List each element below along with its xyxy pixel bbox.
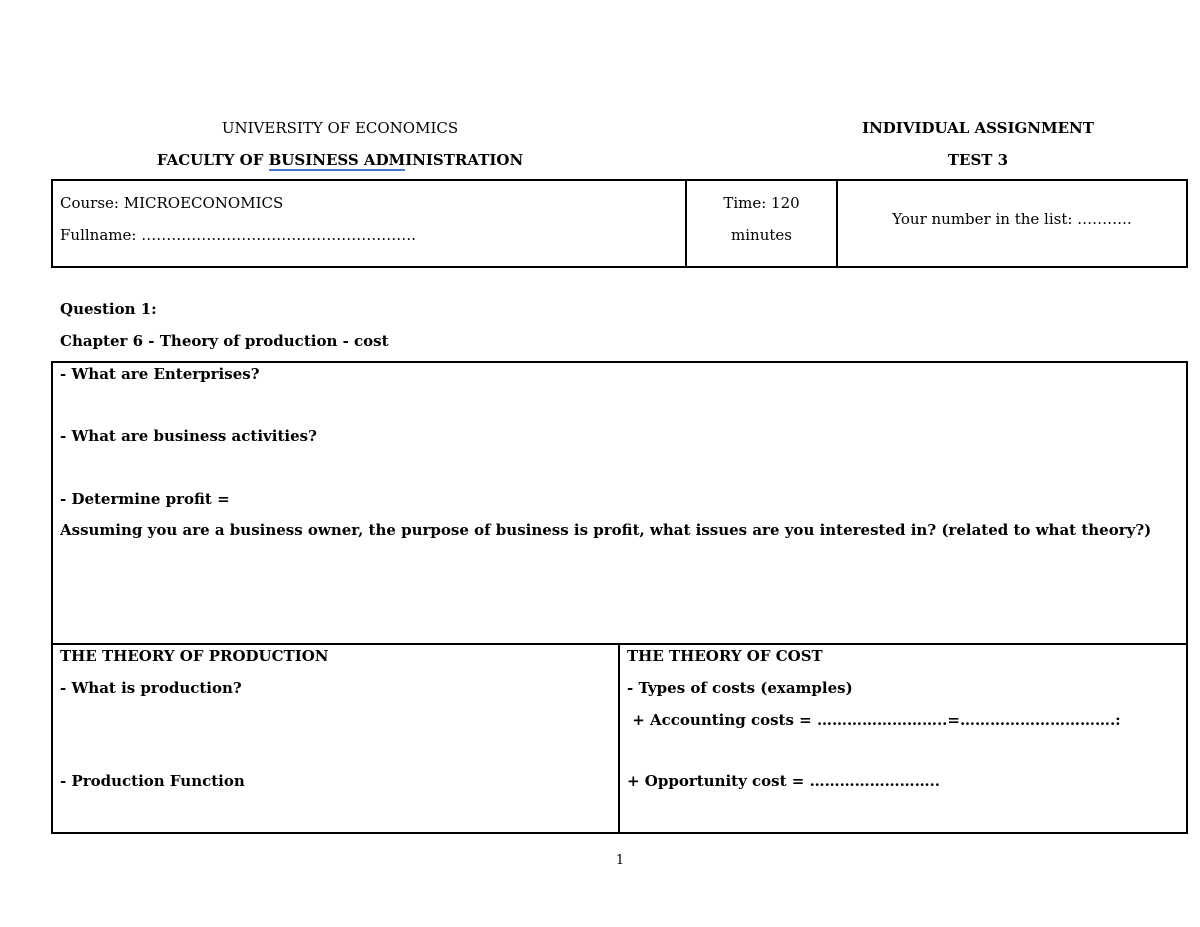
test-label: TEST 3: [947, 151, 1009, 169]
university-name: UNIVERSITY OF ECONOMICS: [221, 119, 459, 137]
cost-question: - Types of costs (examples): [627, 679, 853, 697]
page-number: 1: [615, 853, 625, 868]
faculty-suffix: INISTRATION: [405, 151, 524, 169]
question-item: - What are Enterprises?: [60, 365, 260, 383]
question-label: Question 1:: [60, 300, 157, 318]
cost-question: + Accounting costs = ……………………..=………………………….:: [627, 711, 1121, 729]
time-line1: Time: 120: [723, 194, 800, 212]
assignment-title: INDIVIDUAL ASSIGNMENT: [862, 119, 1094, 137]
production-question: - Production Function: [60, 772, 245, 790]
production-question: - What is production?: [60, 679, 242, 697]
time-line2: minutes: [731, 226, 792, 244]
faculty-name: [120, 150, 560, 170]
question-item: - Determine profit =: [60, 490, 230, 508]
cost-title: THE THEORY OF COST: [627, 647, 823, 665]
theory-table-divider: [618, 643, 620, 834]
fullname-field[interactable]: Fullname: ……………………………………………….: [60, 226, 416, 244]
cost-question: + Opportunity cost = ……………………..: [627, 772, 941, 790]
faculty-underlined: BUSINESS ADM: [268, 151, 406, 169]
faculty-prefix: FACULTY OF: [156, 151, 269, 169]
question-item: - What are business activities?: [60, 427, 317, 445]
question-item: Assuming you are a business owner, the purpose of business is profit, what issues are you interested in? (related to what theory?): [60, 521, 1152, 539]
production-title: THE THEORY OF PRODUCTION: [60, 647, 329, 665]
course-field: Course: MICROECONOMICS: [60, 194, 284, 212]
chapter-title: Chapter 6 - Theory of production - cost: [60, 332, 389, 350]
number-in-list-field[interactable]: Your number in the list: ………..: [892, 210, 1132, 228]
